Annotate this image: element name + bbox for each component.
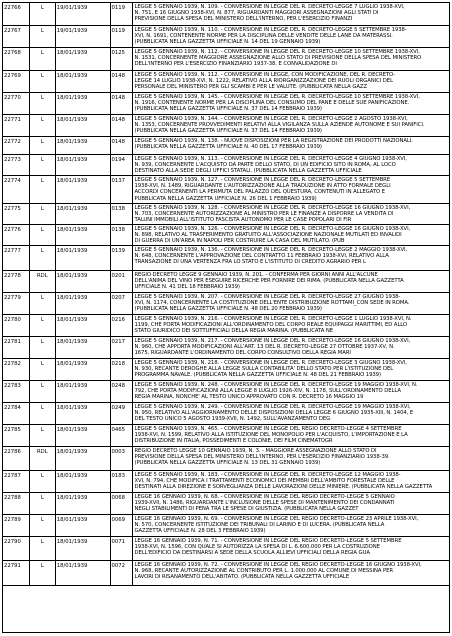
description-line: 792, CHE PORTA MODIFICAZIONI ALLA LEGGE 8 LUGLIO 1926-XIV, N. 1178, SULL'ORDINAMENTO DELLA [134, 388, 401, 395]
act-type: RDL [30, 271, 56, 292]
act-description [133, 381, 449, 402]
description-line: TRANSAZIONE DI UNA VERTENZA FRA LO STATO E L'ISTITUTO DI CREDITO AGRARIO PER L [134, 259, 366, 266]
description-line: LEGGE 5 GENNAIO 1939, N. 126. - CONVERSIONE IN LEGGE DEL R. DECRETO-LEGGE 16 GIUGNO 1938-XVI, [134, 226, 411, 232]
act-type: L [30, 493, 56, 514]
record-number: 22789 [3, 515, 30, 536]
record-number: 22769 [3, 71, 30, 92]
description-line: XVI, N. 1174, CONCERNENTE LA COSTITUZIONE DELL'ENTE DISTRIBUZIONE ROTTAMI_CON SEDE IN ROMA. [134, 300, 410, 307]
act-code: 0137 [111, 176, 134, 203]
act-type: L [30, 425, 56, 446]
publication-date: 18/01/1939 [56, 381, 111, 402]
description-line: N. 1916, CONTENENTE NORME PER LA DISCIPLINA DEL CONSUMO DEL PANE E DELLE SUE PANIFICAZIONE. [134, 100, 410, 107]
publication-date: 18/01/1939 [56, 403, 111, 424]
act-code: 0069 [111, 515, 134, 536]
description-line: ACCORDI CONCERNENTI LA PERMUTA DEL PALAZZO DEL QUESTURA, CONTENUTI IN ALLEGATO E [134, 189, 385, 196]
table-row [3, 71, 449, 93]
table-row [3, 515, 449, 537]
publication-date: 18/01/1939 [56, 471, 111, 492]
description-line: N. 939, CONCERNENTE L'ACQUISTO DA PARTE DELLO STATO, DI UN EDIFICIO SITO IN ROMA, AL LOCO [134, 162, 396, 169]
description-line: LEGGE 16 GENNAIO 1939, N. 72. - CONVERSIONE IN LEGGE DEL REGIO DECRETO-LEGGE 16 GIUGNO 1938-XVI, [134, 562, 422, 568]
act-type: L [30, 137, 56, 154]
act-code: 0201 [111, 271, 134, 292]
act-code: 0217 [111, 337, 134, 358]
table-row [3, 447, 449, 471]
publication-date: 18/01/1939 [56, 137, 111, 154]
act-description [133, 403, 449, 424]
act-code: 0183 [111, 471, 134, 492]
description-line: DELL'INTERNO PER L'ESERCIZIO FINANZIARIO 1937-38. E CONVALIDAZIONE DI [134, 61, 337, 68]
publication-date: 18/01/1939 [56, 271, 111, 292]
record-number: 22767 [3, 26, 30, 47]
act-type: L [30, 176, 56, 203]
description-line: LEGGE 5 GENNAIO 1939, N. 144. - CONVERSIONE IN LEGGE DEL R. DECRETO-LEGGE 2 AGOSTO 1938-XVI, [134, 116, 408, 122]
description-line: N. 960, CHE APPORTA MODIFICAZIONI ALL'ART. 13 DEL R. DECRETO-LEGGE 27 OTTOBRE 1937-XV, N. [134, 344, 395, 351]
act-description [133, 225, 449, 245]
description-line: N. 898, RELATIVO AL TRASFERIMENTO GRATUITO ALL'ASSOCIAZIONE NAZIONALE MUTILATI ED INVALIDI [134, 232, 402, 239]
description-line: DESTINATO ALLA SEDE DEGLI UFFICI STATALI. (PUBBLICATA NELLA GAZZETTA UFFICIALE [134, 168, 362, 175]
description-line: PROGRAMMA NAVALE. (PUBBLICATA NELLA GAZZETTA UFFICIALE N. 48 DEL 21 FEBBRAIO 1939) [134, 372, 381, 379]
act-type: RDL [30, 447, 56, 470]
description-line: N. 1531, CONCERNENTE MAGGIORE ASSEGNAZIONE ALLO STATO DI PREVISIONE DELLA SPESA DEL MINISTERO [134, 55, 422, 62]
publication-date: 18/01/1939 [56, 537, 111, 560]
act-description [133, 561, 449, 585]
description-line: LEGGE 5 GENNAIO 1939, N. 112. - CONVERSIONE IN LEGGE, CON MODIFICAZIONE, DEL R. DECRETO- [134, 72, 396, 78]
description-line: N. 968, RECANTE AUTORIZZAZIONE AL CONTRIBUTO PER L. 1.000.000 AL COMUNE DI MESSINA PER [134, 568, 393, 575]
publication-date: 18/01/1939 [56, 115, 111, 136]
act-description [133, 359, 449, 380]
publication-date: 19/01/1939 [56, 26, 111, 47]
act-type: L [30, 225, 56, 245]
act-description [133, 425, 449, 446]
act-code: 0139 [111, 246, 134, 270]
description-line: 1938-XVI, N. 1599, RELATIVO ALLA ISTITUZIONE DEL MONOPOLIO PER L'ACQUISTO, L'IMPORTAZIONE E LA [134, 432, 408, 439]
description-line: N. 648, CONCERNENTE L'APPROVAZIONE DEL CONTRATTO 11 FEBBRAIO 1938-XVI, RELATIVO ALLA [134, 253, 389, 260]
publication-date: 18/01/1939 [56, 315, 111, 336]
act-code: 0248 [111, 381, 134, 402]
table-row [3, 315, 449, 337]
act-type: L [30, 561, 56, 585]
description-line: (PUBBLICATA NELLA GAZZETTA UFFICIALE N. 13 DEL 31 GENNAIO 1939) [134, 460, 321, 467]
description-line: LEGGE 5 GENNAIO 1939, N. 113. - CONVERSIONE IN LEGGE DEL R. DECRETO-LEGGE 4 GIUGNO 1938-XVI, [134, 156, 407, 162]
act-description [133, 471, 449, 492]
description-line: (PUBBLICATA NELLA GAZZETTA UFFICIALE N. 37 DEL 14 FEBBRAIO 1939) [134, 128, 322, 135]
record-number: 22785 [3, 425, 30, 446]
record-number: 22774 [3, 176, 30, 203]
table-row [3, 493, 449, 515]
table-row [3, 403, 449, 425]
act-type: L [30, 71, 56, 92]
act-code: 0249 [111, 403, 134, 424]
description-line: LEGGE 16 GENNAIO 1939, N. 68. - CONVERSIONE IN LEGGE DEL REGIO DECRETO-LEGGE 5 GENNAIO [134, 494, 395, 500]
table-row [3, 115, 449, 137]
description-line: REGIO DECRETO LEGGE 10 GENNAIO 1939, N. 3. - MAGGIORE ASSEGNAZIONE ALLO STATO DI [134, 448, 377, 454]
act-description [133, 71, 449, 92]
description-line: (PUBBLICATA NELLA GAZZETTA UFFICIALE N. 37 DEL 14 FEBBRAIO 1939) [134, 106, 322, 113]
act-description [133, 48, 449, 70]
description-line: LEGGE 5 GENNAIO 1939, N. 207. - CONVERSIONE IN LEGGE DEL R. DECRETO-LEGGE 27 GIUGNO 1938- [134, 294, 401, 300]
act-description [133, 537, 449, 560]
act-type: L [30, 26, 56, 47]
description-line: LEGGE 5 GENNAIO 1939, N. 127. - CONVERSIONE IN LEGGE DEL R. DECRETO-LEGGE 5 SETTEMBRE [134, 177, 391, 183]
act-type: L [30, 471, 56, 492]
record-number: 22773 [3, 155, 30, 175]
description-line: N. 950, RELATIVO ALL'AGGIORNAMENTO DELLE DISPOSIZIONI DELLA LEGGE 6 GIUGNO 1935-XIII, N. 1404, E [134, 410, 414, 417]
description-line: (PUBBLICATA NELLA GAZZETTA UFFICIALE N. 14 DEL 19 GENNAIO 1939) [134, 39, 321, 46]
act-type: L [30, 381, 56, 402]
publication-date: 18/01/1939 [56, 515, 111, 536]
description-line: UFFICIALE N. 41 DEL 18 FEBBRAIO 1939) [134, 284, 240, 291]
description-line: LEGGE 5 GENNAIO 1939, N. 183. - CONVERSIONE IN LEGGE DEL R. DECRETO-LEGGE 12 MAGGIO 1938- [134, 472, 401, 478]
description-line: LEGGE 5 GENNAIO 1939, N. 216. - CONVERSIONE IN LEGGE DEL R. DECRETO-LEGGE 1 LUGLIO 1938-XVI, N. [134, 316, 412, 322]
table-row [3, 359, 449, 381]
description-line: 1939-XVII, N. 1486, RIGUARDANTE L'INCLUSIONE DELLE SPESE DI MANTENIMENTO DEI CONDANNATI [134, 500, 395, 507]
description-line: REGIO DECRETO LEGGE 9 GENNAIO 1939, N. 201. - CONFERMA PER GIORNI ANNI ALL'ALCUNE [134, 272, 378, 278]
description-line: XVI, N. 1691, CONTENENTE NORME PER LA DISCIPLINA DELLE VENDITE DELLE LANE DA MATERASSI. [134, 33, 393, 40]
publication-date: 18/01/1939 [56, 71, 111, 92]
description-line: 1938-XVI, N. 1596, CON QUALE SI AUTORIZZA LA SPESA DI L. 6.600.000 PER LA COSTRUZIONE [134, 544, 380, 551]
record-number: 22786 [3, 447, 30, 470]
description-line: 1938-XVI, N. 1489, RIGUARDANTE L'AUTORIZZAZIONE ALLA TRADUZIONE IN ATTO FORMALE DEGLI [134, 183, 391, 190]
description-line: N. 1353, CONCERNENTE PROVVEDIMENTI RELATIVI ALLA VIGILANZA SULLA AZIENDE AUTONOME E SUI PANIFICI. [134, 122, 425, 129]
publication-date: 18/01/1939 [56, 204, 111, 224]
act-code: 0072 [111, 561, 134, 585]
table-row [3, 93, 449, 115]
act-code: 0003 [111, 447, 134, 470]
description-line: LEGGE 5 GENNAIO 1939, N. 112. - CONVERSIONE IN LEGGE DEL R. DECRETO-LEGGE 10 SETTEMBRE 1938-XVI, [134, 49, 420, 55]
description-line: LEGGE 5 GENNAIO 1939, N. 248. - CONVERSIONE IN LEGGE DEL R. DECRETO-LEGGE 19 MAGGIO 1938-XVI, N. [134, 382, 418, 388]
publication-date: 19/01/1939 [56, 3, 111, 25]
act-description [133, 493, 449, 514]
description-line: DISTRIBUZIONE IN ITALIA, POSSEDIMENTI E COLONIE, DEI FILM CINEMATOGR [134, 438, 333, 445]
description-line: REGIA MARINA, NONCHE' AL TESTO UNICO APPROVATO CON R. DECRETO 16 MAGGIO 19 [134, 394, 364, 401]
act-type: L [30, 315, 56, 336]
table-row [3, 537, 449, 561]
table-row [3, 381, 449, 403]
description-line: 1199, CHE PORTA MODIFICAZIONI ALL'ORDINAMENTO DEL CORPO REALE EQUIPAGGI MARITTIMI, ED ALLO [134, 322, 408, 329]
description-line: N. 570, CONCERNENTE ISTITUZIONE DEI TRIBUNALI DI LARINO E DI LUCERA. (PUBBLICATA NELLA [134, 522, 385, 529]
description-line: DELL'ANIMA DEL VINO PER ESEGUIRE RICERCHE PER FORNIRE DEI RIMA. (PUBBLICATA NELLA GAZZETTA [134, 278, 404, 285]
publication-date: 18/01/1939 [56, 293, 111, 314]
description-line: LEGGE 16 GENNAIO 1939, N. 69. - CONVERSIONE IN LEGGE DEL REGIO DECRETO-LEGGE 23 APRILE 1938-XVI, [134, 516, 419, 522]
act-description [133, 271, 449, 292]
record-number: 22790 [3, 537, 30, 560]
publication-date: 18/01/1939 [56, 155, 111, 175]
act-type: L [30, 48, 56, 70]
table-row [3, 561, 449, 586]
description-line: DEL TESTO UNICO 5 AGOSTO 1939-XVII, N. 1492, SULL'AVANZAMENTO DEG [134, 416, 331, 423]
description-line: N. 703, CONCERNENTE AUTORIZZAZIONE AL MINISTRO PER LE FINANZE A DISPORRE LA VENDITA DI [134, 211, 394, 218]
act-code: 0207 [111, 293, 134, 314]
act-description [133, 176, 449, 203]
act-description [133, 137, 449, 154]
table-row [3, 471, 449, 493]
description-line: NEGLI STABILIMENTI DI PENA TRA LE SPESE DI GIUSTIZIA. (PUBBLICATA NELLA GAZZET [134, 506, 359, 513]
act-code: 0119 [111, 3, 134, 25]
record-number: 22781 [3, 337, 30, 358]
act-code: 0218 [111, 359, 134, 380]
table-row [3, 225, 449, 246]
description-line: LEGGE 14 LUGLIO 1938-XVI, N. 1222, RELATIVO ALLA RIORGANIZZAZIONE DEI RUOLI ORGANICI DEL [134, 78, 393, 85]
table-row [3, 246, 449, 271]
act-code: 0125 [111, 48, 134, 70]
description-line: PUBBLICATA NELLA GAZZETTA UFFICIALE N. 26 DEL 1 FEBBRAIO 1939) [134, 195, 317, 202]
act-description [133, 315, 449, 336]
description-line: N. 751, E 16 GIUGNO 1938-XVI, N. 877, RIGUARDANTI MAGGIORI ASSEGNAZIONI AGLI STATI DI [134, 10, 379, 17]
publication-date: 18/01/1939 [56, 93, 111, 114]
publication-date: 18/01/1939 [56, 225, 111, 245]
act-code: 0119 [111, 26, 134, 47]
record-number: 22782 [3, 359, 30, 380]
record-number: 22791 [3, 561, 30, 585]
act-description [133, 3, 449, 25]
description-line: (PUBBLICATA NELLA GAZZETTA UFFICIALE N. 40 DEL 17 FEBBRAIO 1939) [134, 144, 322, 151]
act-description [133, 93, 449, 114]
act-description [133, 293, 449, 314]
publication-date: 18/01/1939 [56, 425, 111, 446]
publication-date: 18/01/1939 [56, 359, 111, 380]
record-number: 22783 [3, 381, 30, 402]
act-type: L [30, 337, 56, 358]
act-code: 0465 [111, 425, 134, 446]
table-row [3, 137, 449, 155]
description-line: LEGGE 5 GENNAIO 1939, N. 465. - CONVERSIONE IN LEGGE DEL REGIO DECRETO-LEGGE 4 SETTEMBRE [134, 426, 402, 432]
description-line: LEGGE 5 GENNAIO 1939, N. 249. - CONVERSIONE IN LEGGE DEL R. DECRETO-LEGGE 19 MAGGIO 1938-XVI, [134, 404, 411, 410]
act-type: L [30, 293, 56, 314]
act-code: 0148 [111, 137, 134, 154]
description-line: LEGGE 5 GENNAIO 1939, N. 128. - CONVERSIONE IN LEGGE DEL R. DECRETO-LEGGE 16 GIUGNO 1938-XVI, [134, 205, 411, 211]
description-line: LEGGE 5 GENNAIO 1939, N. 217. - CONVERSIONE IN LEGGE DEL R. DECRETO-LEGGE 16 GIUGNO 1938-XVI, [134, 338, 411, 344]
description-line: DESTINATI ALLA DIREZIONE E SORVEGLIANZA DELLE LAVORAZIONI DELLE MINIERE. (PUBBLICATA NELLA GAZZETTA [134, 484, 433, 491]
act-description [133, 515, 449, 536]
act-code: 0138 [111, 225, 134, 245]
description-line: TALUNI IMMOBILI ALL'ISTITUTO FASCISTA AUTONOMO PER LE CASE POPOLARI DI FIR [134, 217, 352, 224]
table-row [3, 26, 449, 48]
record-number: 22770 [3, 93, 30, 114]
act-code: 0148 [111, 71, 134, 92]
publication-date: 18/01/1939 [56, 337, 111, 358]
description-line: LEGGE 5 GENNAIO 1939, N. 110. - CONVERSIONE IN LEGGE DEL R. DECRETO-LEGGE 5 SETTEMBRE 1938- [134, 27, 407, 33]
table-row [3, 425, 449, 447]
record-number: 22779 [3, 293, 30, 314]
description-line: LEGGE 16 GENNAIO 1939, N. 71. - CONVERSIONE IN LEGGE DEL REGIO DECRETO-LEGGE 5 SETTEMBRE [134, 538, 402, 544]
publication-date: 18/01/1939 [56, 493, 111, 514]
record-number: 22772 [3, 137, 30, 154]
description-line: STATO GIURIDICO DEI SOTTUFFICIALI DELLA REGIA MARINA. (PUBBLICATA NE [134, 328, 333, 335]
table-row [3, 176, 449, 204]
table-row [3, 3, 449, 26]
record-number: 22776 [3, 225, 30, 245]
description-line: LEGGE 5 GENNAIO 1939, N. 218. - CONVERSIONE IN LEGGE DEL R. DECRETO-LEGGE 3 GIUGNO 1938-XVI, [134, 360, 407, 366]
act-code: 0068 [111, 493, 134, 514]
act-description [133, 246, 449, 270]
description-line: PREVISIONE DELLA SPESA DEL MINISTERO DELL'INTERNO, PER L'ESERCIZIO FINANZIARIO 1938-39. [134, 454, 390, 461]
record-number: 22775 [3, 204, 30, 224]
publication-date: 18/01/1939 [56, 561, 111, 585]
publication-date: 18/01/1939 [56, 447, 111, 470]
act-type: L [30, 115, 56, 136]
record-number: 22788 [3, 493, 30, 514]
act-type: L [30, 155, 56, 175]
act-description [133, 447, 449, 470]
description-line: LEGGE 5 GENNAIO 1939, N. 145. - CONVERSIONE IN LEGGE DEL R. DECRETO-LEGGE 10 SETTEMBRE 1938-XVI, [134, 94, 420, 100]
record-number: 22787 [3, 471, 30, 492]
act-code: 0071 [111, 537, 134, 560]
description-line: 1675, RIGUARDANTE L'ORDINAMENTO DEL CORPO CONSULTIVO DELLA REGIA MARI [134, 350, 351, 357]
record-number: 22766 [3, 3, 30, 25]
act-type: L [30, 359, 56, 380]
table-row [3, 271, 449, 293]
publication-date: 18/01/1939 [56, 48, 111, 70]
act-type: L [30, 515, 56, 536]
record-number: 22768 [3, 48, 30, 70]
record-number: 22778 [3, 271, 30, 292]
act-description [133, 26, 449, 47]
act-description [133, 115, 449, 136]
description-line: LEGGE 5 GENNAIO 1939, N. 136. - CONVERSIONE IN LEGGE DEL R. DECRETO-LEGGE 2 MAGGIO 1938-XVI, [134, 247, 408, 253]
description-line: PERSONALE DEL MINISTERO PER GLI SCAMBI E PER LE VALUTE. (PUBBLICATA NELLA GAZZ [134, 84, 367, 91]
description-line: LAVORI DI RISANAMENTO DELL'ABITATO. (PUBBLICATA NELLA GAZZETTA UFFICIALE [134, 574, 349, 581]
record-number: 22771 [3, 115, 30, 136]
description-line: DI GUERRA DI UN'AREA IN NAPOLI PER COSTRUIRE LA CASA DEL MUTILATO. (PUB [134, 238, 345, 245]
act-description [133, 155, 449, 175]
publication-date: 18/01/1939 [56, 246, 111, 270]
act-code: 0138 [111, 204, 134, 224]
description-line: LEGGE 5 GENNAIO 1939, N. 138. - NUOVE DISPOSIZIONI PER LA REGISTRAZIONE DEI PRODOTTI NAZIONALI. [134, 138, 413, 144]
act-code: 0148 [111, 115, 134, 136]
table-row [3, 48, 449, 71]
record-number: 22784 [3, 403, 30, 424]
publication-date: 18/01/1939 [56, 176, 111, 203]
record-number: 22777 [3, 246, 30, 270]
records-table [2, 2, 450, 633]
act-type: L [30, 537, 56, 560]
act-description [133, 337, 449, 358]
description-line: XVI, N. 794, CHE MODIFICA I TRATTAMENTI ECONOMICI DEI MEMBRI DELL'AMBITO FORESTALE DELLE [134, 478, 395, 485]
table-row [3, 204, 449, 225]
act-type: L [30, 3, 56, 25]
description-line: LEGGE 5 GENNAIO 1939, N. 109. - CONVERSIONE IN LEGGE DEL R. DECRETO-LEGGE 7 LUGLIO 1938-XVI, [134, 4, 405, 10]
act-code: 0194 [111, 155, 134, 175]
table-row [3, 293, 449, 315]
act-type: L [30, 246, 56, 270]
description-line: N. 930, RECANTE DEROGHE ALLA LEGGE SULLA CONTABILITA' DELLO STATO PER L'ISTITUZIONE DEL [134, 366, 394, 373]
description-line: GAZZETTA UFFICIALE N. 28 DEL 3 FEBBRAIO 1939) [134, 528, 266, 535]
description-line: DELL'EDIFICIO DA DESTINARSI A SEDE DELLA SCUOLA ALLIEVI UFFICIALI DELLA REGIA GUA [134, 550, 370, 557]
table-body [3, 3, 449, 586]
act-type: L [30, 204, 56, 224]
act-code: 0148 [111, 93, 134, 114]
table-row [3, 155, 449, 176]
record-number: 22780 [3, 315, 30, 336]
table-row [3, 337, 449, 359]
description-line: (PUBBLICATA NELLA GAZZETTA UFFICIALE N. 48 DEL 20 FEBBRAIO 1939) [134, 306, 322, 313]
act-code: 0216 [111, 315, 134, 336]
description-line: PREVISIONE DELLA SPESA DEL MINISTERO DELL'INTERNO, PER L'ESERCIZIO FINANZI [134, 16, 353, 23]
act-type: L [30, 403, 56, 424]
act-description [133, 204, 449, 224]
act-type: L [30, 93, 56, 114]
